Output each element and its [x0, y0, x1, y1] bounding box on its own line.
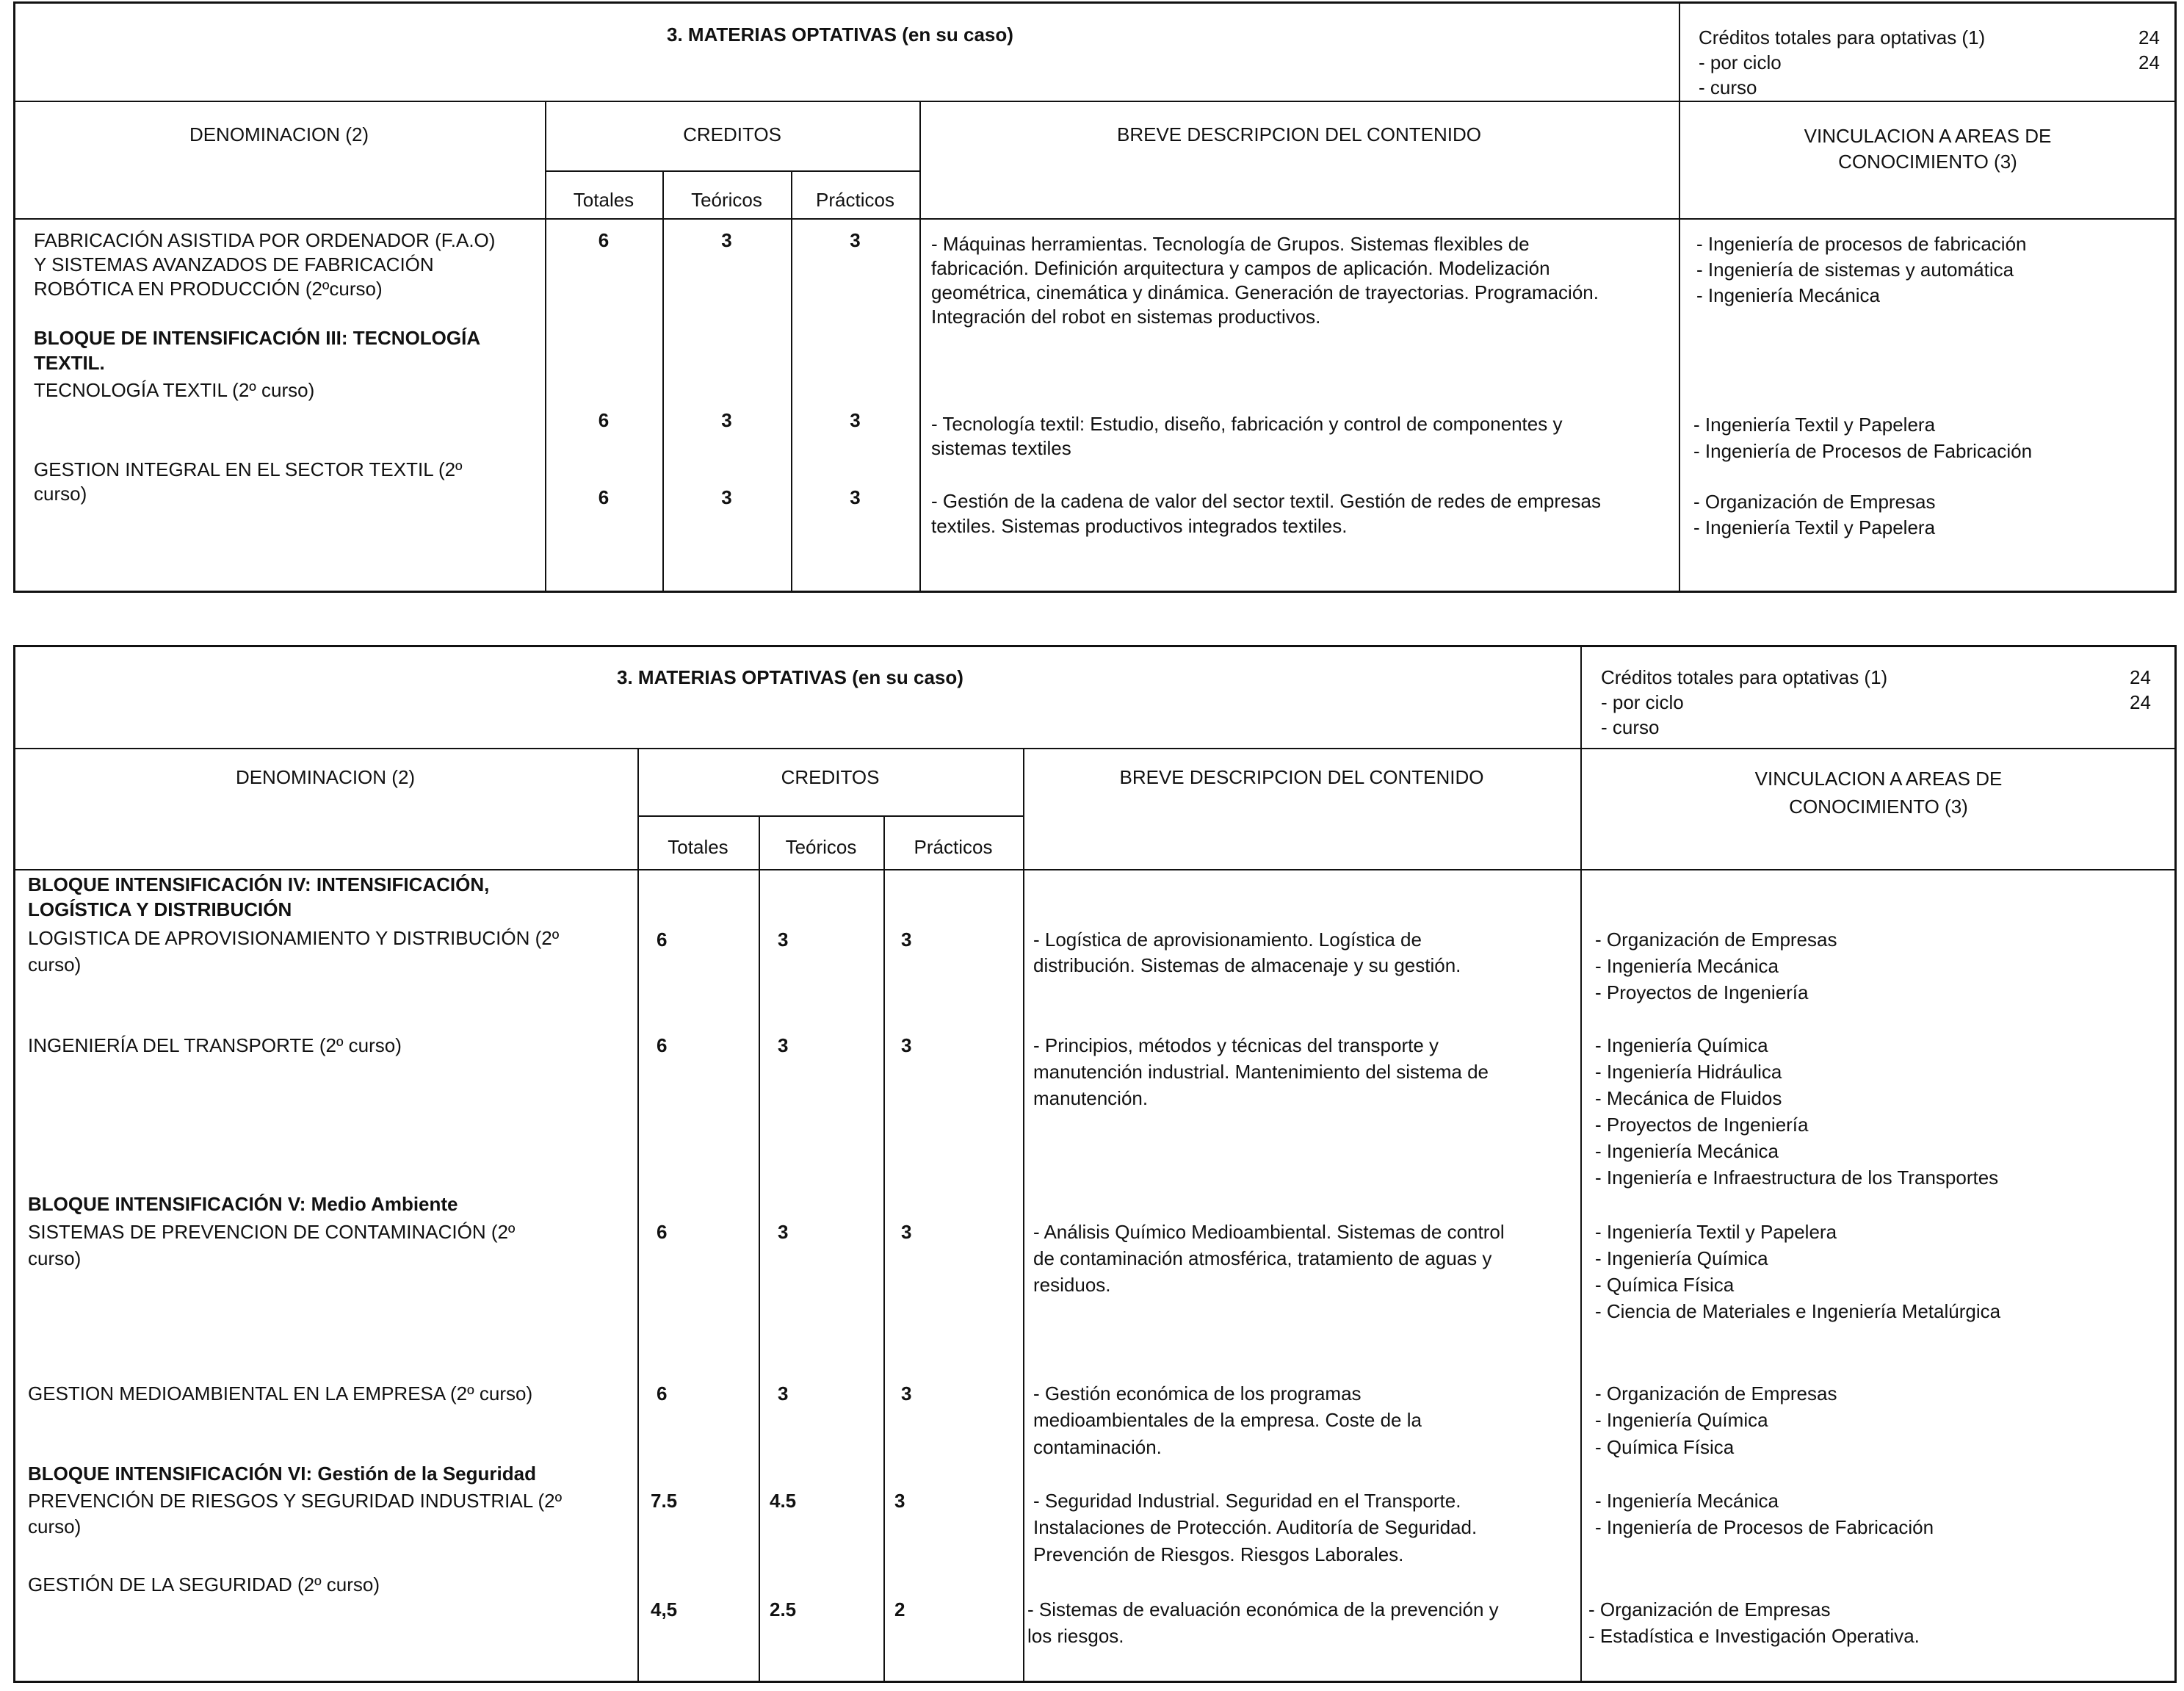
t2-header-vinculacion-0: VINCULACION A AREAS DE	[1754, 768, 2003, 790]
t2-header-vinculacion-1: CONOCIMIENTO (3)	[1789, 796, 1968, 818]
t1-r0-desc-1: fabricación. Definición arquitectura y campos de aplicación. Modelización	[931, 257, 1550, 279]
t1-credits-value-1: 24	[2138, 51, 2160, 73]
t2-r1-area-2: - Mecánica de Fluidos	[1595, 1087, 1782, 1109]
t2-r1-area-0: - Ingeniería Química	[1595, 1034, 1768, 1056]
t2-r5-name-0: GESTIÓN DE LA SEGURIDAD (2º curso)	[28, 1573, 380, 1596]
t1-columns-divider	[13, 218, 2177, 220]
t1-header-vinculacion-1: CONOCIMIENTO (3)	[1838, 151, 2017, 173]
t1-r1-desc-1: sistemas textiles	[931, 437, 1071, 459]
t1-r1-teoricos: 3	[721, 409, 732, 431]
t2-r2-totales: 6	[657, 1221, 668, 1243]
t2-r1-area-4: - Ingeniería Mecánica	[1595, 1140, 1779, 1162]
t2-r4-desc-0: - Seguridad Industrial. Seguridad en el Transporte.	[1033, 1490, 1461, 1512]
t2-r0-block-1: LOGÍSTICA Y DISTRIBUCIÓN	[28, 898, 292, 920]
t2-r4-name-1: curso)	[28, 1515, 82, 1537]
t2-r2-name-1: curso)	[28, 1247, 82, 1269]
t2-r1-name-0: INGENIERÍA DEL TRANSPORTE (2º curso)	[28, 1034, 402, 1056]
t1-r0-name-2: ROBÓTICA EN PRODUCCIÓN (2ºcurso)	[34, 278, 383, 300]
t1-r2-desc-1: textiles. Sistemas productivos integrados textiles.	[931, 515, 1348, 537]
t2-r3-name-0: GESTION MEDIOAMBIENTAL EN LA EMPRESA (2º curso)	[28, 1382, 533, 1405]
t2-header-denominacion: DENOMINACION (2)	[235, 766, 416, 788]
t2-r2-area-0: - Ingeniería Textil y Papelera	[1595, 1221, 1837, 1243]
t2-r3-area-1: - Ingeniería Química	[1595, 1409, 1768, 1431]
t1-r0-totales: 6	[598, 229, 610, 251]
t2-r2-area-3: - Ciencia de Materiales e Ingeniería Metalúrgica	[1595, 1300, 2001, 1322]
t2-r3-totales: 6	[657, 1382, 668, 1405]
t2-header-totales: Totales	[668, 836, 728, 858]
t1-r2-name-0: GESTION INTEGRAL EN EL SECTOR TEXTIL (2º	[34, 458, 463, 480]
t2-r2-desc-2: residuos.	[1033, 1274, 1111, 1296]
t2-r4-name-0: PREVENCIÓN DE RIESGOS Y SEGURIDAD INDUSTRIAL (2º	[28, 1490, 563, 1512]
t1-header-descripcion: BREVE DESCRIPCION DEL CONTENIDO	[1116, 123, 1481, 145]
t1-title-col-divider	[1679, 1, 1680, 593]
t1-r2-totales: 6	[598, 486, 610, 508]
t2-r2-block-0: BLOQUE INTENSIFICACIÓN V: Medio Ambiente	[28, 1193, 458, 1215]
t1-r1-practicos: 3	[850, 409, 861, 431]
t2-r5-desc-0: - Sistemas de evaluación económica de la prevención y	[1027, 1598, 1499, 1620]
t2-col-divider-4	[1023, 748, 1024, 1683]
t2-credits-label-0: Créditos totales para optativas (1)	[1601, 666, 1888, 688]
t2-columns-divider	[13, 869, 2177, 870]
t2-r2-practicos: 3	[901, 1221, 912, 1243]
t2-r0-area-1: - Ingeniería Mecánica	[1595, 955, 1779, 977]
t2-r1-teoricos: 3	[778, 1034, 789, 1056]
t1-r1-block-0: BLOQUE DE INTENSIFICACIÓN III: TECNOLOGÍA	[34, 327, 481, 349]
t2-header-descripcion: BREVE DESCRIPCION DEL CONTENIDO	[1119, 766, 1484, 788]
t1-header-divider	[13, 101, 2177, 102]
t2-col-divider-2	[759, 815, 760, 1683]
t2-col-divider-3	[883, 815, 885, 1683]
t1-r0-desc-0: - Máquinas herramientas. Tecnología de Grupos. Sistemas flexibles de	[931, 233, 1530, 255]
t2-credits-subdivider	[637, 815, 1023, 817]
t2-r5-desc-1: los riesgos.	[1027, 1625, 1124, 1647]
t2-credits-label-1: - por ciclo	[1601, 691, 1684, 713]
t1-credits-label-1: - por ciclo	[1699, 51, 1782, 73]
t2-r1-area-1: - Ingeniería Hidráulica	[1595, 1061, 1782, 1083]
t2-credits-label-2: - curso	[1601, 716, 1660, 738]
t2-r2-name-0: SISTEMAS DE PREVENCION DE CONTAMINACIÓN (2º	[28, 1221, 516, 1243]
t1-r2-area-0: - Organización de Empresas	[1693, 491, 1936, 513]
t1-col-divider-4	[919, 101, 921, 593]
t1-r2-area-1: - Ingeniería Textil y Papelera	[1693, 516, 1936, 538]
t2-r0-area-0: - Organización de Empresas	[1595, 929, 1837, 951]
t2-header-practicos: Prácticos	[914, 836, 993, 858]
t2-credits-value-0: 24	[2130, 666, 2151, 688]
t2-r1-desc-0: - Principios, métodos y técnicas del transporte y	[1033, 1034, 1439, 1056]
t2-r0-practicos: 3	[901, 929, 912, 951]
t2-r4-practicos: 3	[894, 1490, 905, 1512]
t2-r5-practicos: 2	[894, 1598, 905, 1620]
t2-r0-area-2: - Proyectos de Ingeniería	[1595, 981, 1809, 1003]
t1-header-totales: Totales	[573, 189, 634, 211]
t2-credits-value-1: 24	[2130, 691, 2151, 713]
t1-r0-practicos: 3	[850, 229, 861, 251]
t2-r4-teoricos: 4.5	[770, 1490, 797, 1512]
t2-r4-desc-2: Prevención de Riesgos. Riesgos Laborales.	[1033, 1543, 1404, 1565]
t1-r0-area-0: - Ingeniería de procesos de fabricación	[1696, 233, 2027, 255]
t2-r3-desc-0: - Gestión económica de los programas	[1033, 1382, 1362, 1405]
t2-r2-desc-1: de contaminación atmosférica, tratamiento de aguas y	[1033, 1247, 1492, 1269]
t2-r4-totales: 7.5	[651, 1490, 678, 1512]
t2-col-divider-1	[637, 748, 639, 1683]
t1-r1-desc-0: - Tecnología textil: Estudio, diseño, fabricación y control de componentes y	[931, 413, 1563, 435]
t2-r2-area-2: - Química Física	[1595, 1274, 1735, 1296]
t2-r1-desc-2: manutención.	[1033, 1087, 1149, 1109]
t2-r4-area-0: - Ingeniería Mecánica	[1595, 1490, 1779, 1512]
t1-r0-area-2: - Ingeniería Mecánica	[1696, 284, 1881, 306]
t1-r1-name-0: TECNOLOGÍA TEXTIL (2º curso)	[34, 379, 315, 401]
t2-r3-desc-1: medioambientales de la empresa. Coste de la	[1033, 1409, 1422, 1431]
t1-r2-teoricos: 3	[721, 486, 732, 508]
t2-r3-practicos: 3	[901, 1382, 912, 1405]
t2-r0-name-0: LOGISTICA DE APROVISIONAMIENTO Y DISTRIBUCIÓN (2º	[28, 927, 560, 949]
t2-r2-area-1: - Ingeniería Química	[1595, 1247, 1768, 1269]
t2-r4-area-1: - Ingeniería de Procesos de Fabricación	[1595, 1516, 1934, 1538]
t1-r0-name-1: Y SISTEMAS AVANZADOS DE FABRICACIÓN	[34, 253, 434, 275]
t2-r3-area-0: - Organización de Empresas	[1595, 1382, 1837, 1405]
t2-r5-area-0: - Organización de Empresas	[1588, 1598, 1831, 1620]
t2-r5-totales: 4,5	[651, 1598, 678, 1620]
t1-header-vinculacion-0: VINCULACION A AREAS DE	[1804, 125, 2052, 147]
t2-r1-desc-1: manutención industrial. Mantenimiento del sistema de	[1033, 1061, 1489, 1083]
t2-r0-desc-0: - Logística de aprovisionamiento. Logística de	[1033, 929, 1422, 951]
t2-r1-area-5: - Ingeniería e Infraestructura de los Transportes	[1595, 1167, 1999, 1189]
t1-header-creditos: CREDITOS	[683, 123, 781, 145]
t1-r2-practicos: 3	[850, 486, 861, 508]
t2-r3-area-2: - Química Física	[1595, 1436, 1735, 1458]
t1-r2-name-1: curso)	[34, 483, 87, 505]
t2-r5-teoricos: 2.5	[770, 1598, 797, 1620]
t2-title: 3. MATERIAS OPTATIVAS (en su caso)	[617, 666, 963, 688]
t2-r1-area-3: - Proyectos de Ingeniería	[1595, 1114, 1809, 1136]
t2-r0-teoricos: 3	[778, 929, 789, 951]
t2-r4-desc-1: Instalaciones de Protección. Auditoría de Seguridad.	[1033, 1516, 1478, 1538]
t2-r0-block-0: BLOQUE INTENSIFICACIÓN IV: INTENSIFICACIÓN,	[28, 873, 490, 895]
t1-credits-label-2: - curso	[1699, 76, 1757, 98]
t2-r0-name-1: curso)	[28, 953, 82, 976]
t2-r3-desc-2: contaminación.	[1033, 1436, 1162, 1458]
t1-r1-block-1: TEXTIL.	[34, 352, 105, 374]
t2-r3-teoricos: 3	[778, 1382, 789, 1405]
t1-r0-area-1: - Ingeniería de sistemas y automática	[1696, 259, 2014, 281]
t1-r0-name-0: FABRICACIÓN ASISTIDA POR ORDENADOR (F.A.O)	[34, 229, 496, 251]
t2-r1-totales: 6	[657, 1034, 668, 1056]
t1-r0-desc-3: Integración del robot en sistemas productivos.	[931, 306, 1321, 328]
t1-r1-area-1: - Ingeniería de Procesos de Fabricación	[1693, 440, 2033, 462]
t1-r1-totales: 6	[598, 409, 610, 431]
t1-header-teoricos: Teóricos	[691, 189, 762, 211]
t1-r0-desc-2: geométrica, cinemática y dinámica. Generación de trayectorias. Programación.	[931, 281, 1599, 303]
t1-title: 3. MATERIAS OPTATIVAS (en su caso)	[667, 24, 1013, 46]
t2-r1-practicos: 3	[901, 1034, 912, 1056]
t1-header-practicos: Prácticos	[816, 189, 894, 211]
t2-r0-desc-1: distribución. Sistemas de almacenaje y su gestión.	[1033, 954, 1461, 976]
t2-header-divider	[13, 748, 2177, 749]
t2-r4-block-0: BLOQUE INTENSIFICACIÓN VI: Gestión de la Seguridad	[28, 1463, 536, 1485]
t2-r0-totales: 6	[657, 929, 668, 951]
t1-credits-label-0: Créditos totales para optativas (1)	[1699, 26, 1986, 48]
t1-col-divider-1	[545, 101, 546, 593]
t1-r2-desc-0: - Gestión de la cadena de valor del sector textil. Gestión de redes de empresas	[931, 490, 1601, 512]
t2-r5-area-1: - Estadística e Investigación Operativa.	[1588, 1625, 1920, 1647]
t2-header-creditos: CREDITOS	[781, 766, 880, 788]
t2-header-teoricos: Teóricos	[785, 836, 857, 858]
t2-r2-desc-0: - Análisis Químico Medioambiental. Sistemas de control	[1033, 1221, 1505, 1243]
t1-r1-area-0: - Ingeniería Textil y Papelera	[1693, 414, 1936, 436]
t2-r2-teoricos: 3	[778, 1221, 789, 1243]
t1-header-denominacion: DENOMINACION (2)	[189, 123, 369, 145]
t1-credits-value-0: 24	[2138, 26, 2160, 48]
t1-r0-teoricos: 3	[721, 229, 732, 251]
t1-credits-subdivider	[545, 170, 919, 172]
